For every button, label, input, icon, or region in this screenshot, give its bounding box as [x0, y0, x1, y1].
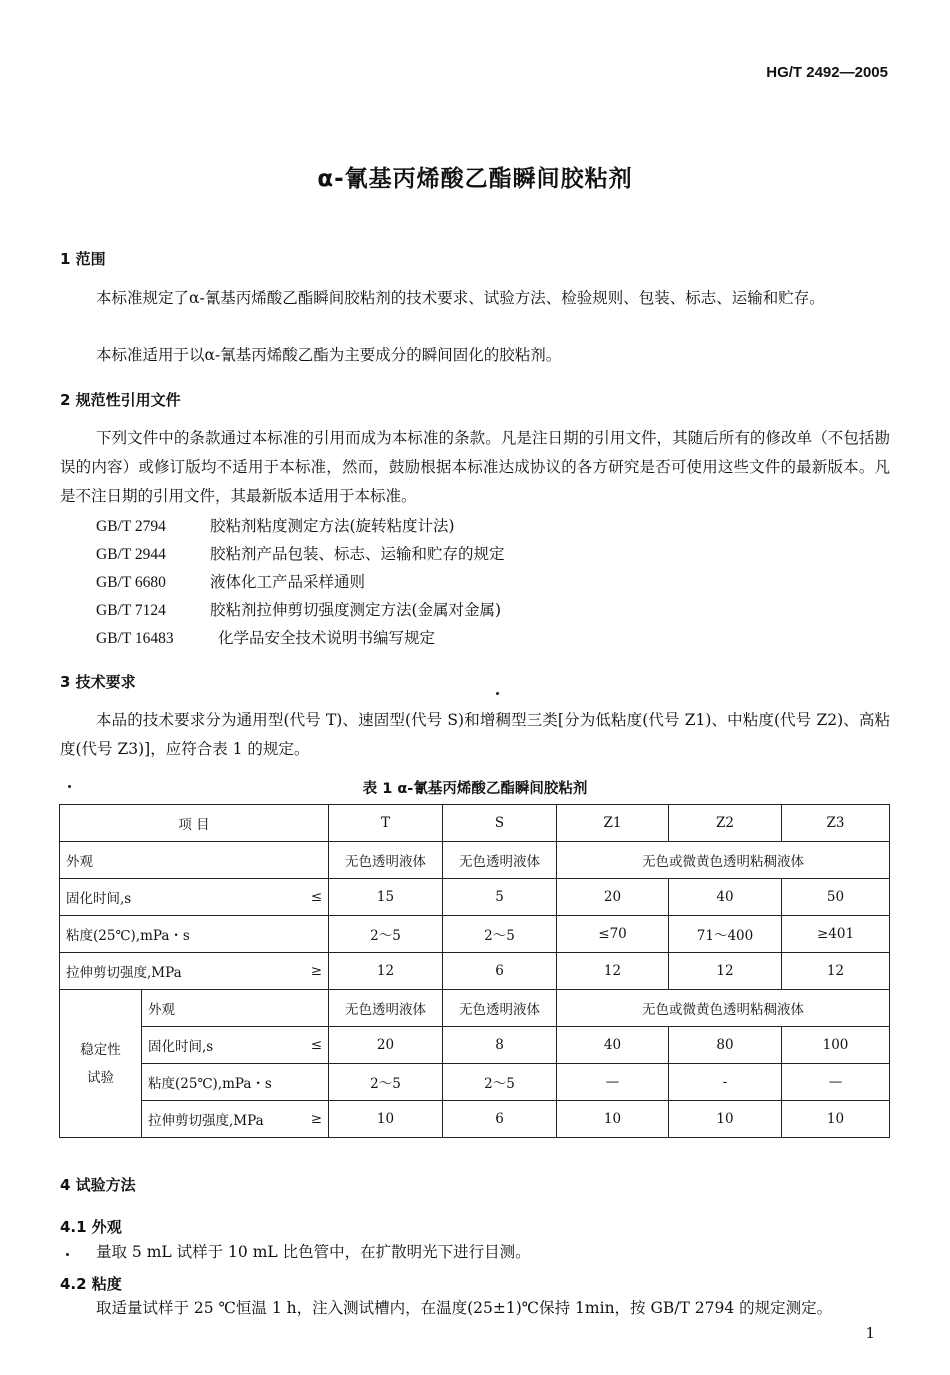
header-col: T [329, 805, 443, 842]
table-cell: 2～5 [329, 1064, 443, 1101]
document-title: α-氰基丙烯酸乙酯瞬间胶粘剂 [317, 166, 633, 192]
reference-code: GB/T 6680 [96, 574, 166, 591]
table-cell: 无色透明液体 [329, 990, 443, 1027]
table-cell: 2～5 [443, 1064, 557, 1101]
table-cell: ≥401 [782, 916, 890, 953]
table-cell: 12 [329, 953, 443, 990]
comparison-symbol: ≥ [310, 1111, 323, 1127]
table-cell: 10 [557, 1101, 669, 1138]
header-col: S [443, 805, 557, 842]
row-label: 拉伸剪切强度,MPa [148, 1113, 264, 1129]
section-1-paragraph-1: 本标准规定了α-氰基丙烯酸乙酯瞬间胶粘剂的技术要求、试验方法、检验规则、包装、标志、运输和贮存。 [96, 289, 825, 307]
table-cell: 无色或微黄色透明粘稠液体 [557, 842, 890, 879]
comparison-symbol: ≥ [310, 963, 323, 979]
spec-table [59, 804, 890, 1138]
header-col: Z2 [669, 805, 782, 842]
table-row [60, 953, 890, 990]
table-cell: 40 [557, 1027, 669, 1064]
table-row [60, 1027, 890, 1064]
row-label-cell [60, 953, 329, 990]
scan-speck [66, 1253, 69, 1256]
section-4-2-heading: 4.2 粘度 [60, 1275, 122, 1293]
table-cell: - [669, 1064, 782, 1101]
table-row [60, 1101, 890, 1138]
reference-code: GB/T 2944 [96, 546, 166, 563]
reference-title: 化学品安全技术说明书编写规定 [218, 629, 436, 647]
section-2-heading: 2 规范性引用文件 [60, 391, 181, 409]
stability-group-cell [60, 990, 142, 1138]
reference-item [96, 626, 435, 648]
table-cell: 10 [669, 1101, 782, 1138]
header-col: Z3 [782, 805, 890, 842]
table-cell: 10 [782, 1101, 890, 1138]
scan-speck [496, 692, 499, 695]
row-label-cell [142, 1101, 329, 1138]
section-3-paragraph: 本品的技术要求分为通用型(代号 T)、速固型(代号 S)和增稠型三类[分为低粘度(代号 Z1)、中粘度(代号 Z2)、高粘度(代号 Z3)]，应符合表 1 的规定。 [60, 711, 890, 758]
table-cell: — [782, 1064, 890, 1101]
header-col: Z1 [557, 805, 669, 842]
row-label: 固化时间,s [148, 1039, 214, 1055]
table-header-row [60, 805, 890, 842]
table-cell: 无色透明液体 [443, 842, 557, 879]
table-cell: 无色透明液体 [443, 990, 557, 1027]
table-row [60, 990, 890, 1027]
reference-title: 胶粘剂拉伸剪切强度测定方法(金属对金属) [210, 601, 502, 619]
table-cell: 8 [443, 1027, 557, 1064]
table-cell: 80 [669, 1027, 782, 1064]
section-1-heading: 1 范围 [60, 250, 106, 268]
header-item: 项 目 [60, 805, 329, 842]
table-cell: 5 [443, 879, 557, 916]
row-label: 外观 [60, 842, 329, 879]
table-cell: 12 [782, 953, 890, 990]
section-2-paragraph: 下列文件中的条款通过本标准的引用而成为本标准的条款。凡是注日期的引用文件，其随后所有的修改单（不包括勘误的内容）或修订版均不适用于本标准，然而，鼓励根据本标准达成协议的各方研究是否可使用这些文件的最新版本。凡是不注日期的引用文件，其最新版本适用于本标准。 [60, 429, 890, 505]
table-cell: 2～5 [443, 916, 557, 953]
stability-group-label: 稳定性 [80, 1041, 121, 1058]
reference-item [96, 570, 365, 592]
stability-group-label: 试验 [87, 1069, 114, 1086]
standard-code: HG/T 2492—2005 [766, 64, 888, 81]
section-4-2-paragraph: 取适量试样于 25 ℃恒温 1 h，注入测试槽内，在温度(25±1)℃保持 1min，按 GB/T 2794 的规定测定。 [96, 1299, 833, 1317]
table-cell: 71～400 [669, 916, 782, 953]
table-row [60, 916, 890, 953]
comparison-symbol: ≤ [310, 889, 323, 905]
section-3-heading: 3 技术要求 [60, 673, 136, 691]
table-cell: 无色透明液体 [329, 842, 443, 879]
table-cell: 50 [782, 879, 890, 916]
table-row [60, 842, 890, 879]
table-cell: 12 [557, 953, 669, 990]
reference-code: GB/T 16483 [96, 630, 174, 647]
table-cell: 100 [782, 1027, 890, 1064]
row-label: 拉伸剪切强度,MPa [66, 965, 182, 981]
table-cell: ≤70 [557, 916, 669, 953]
table-cell: 15 [329, 879, 443, 916]
table-cell: — [557, 1064, 669, 1101]
reference-item [96, 542, 505, 564]
reference-item [96, 598, 501, 620]
section-4-heading: 4 试验方法 [60, 1176, 136, 1194]
row-label: 外观 [142, 990, 329, 1027]
row-label-cell [60, 879, 329, 916]
reference-code: GB/T 2794 [96, 518, 166, 535]
reference-item [96, 514, 455, 536]
table-cell: 无色或微黄色透明粘稠液体 [557, 990, 890, 1027]
reference-title: 胶粘剂粘度测定方法(旋转粘度计法) [210, 517, 455, 535]
row-label: 固化时间,s [66, 891, 132, 907]
table-cell: 20 [329, 1027, 443, 1064]
table-row [60, 879, 890, 916]
row-label: 粘度(25℃),mPa・s [142, 1064, 329, 1101]
comparison-symbol: ≤ [310, 1037, 323, 1053]
section-4-1-paragraph: 量取 5 mL 试样于 10 mL 比色管中，在扩散明光下进行目测。 [96, 1243, 531, 1261]
table-cell: 6 [443, 953, 557, 990]
table-cell: 40 [669, 879, 782, 916]
table-caption: 表 1 α-氰基丙烯酸乙酯瞬间胶粘剂 [362, 781, 588, 797]
table-cell: 2～5 [329, 916, 443, 953]
table-cell: 6 [443, 1101, 557, 1138]
table-cell: 20 [557, 879, 669, 916]
page-number: 1 [865, 1324, 875, 1342]
row-label-cell [142, 1027, 329, 1064]
section-1-paragraph-2: 本标准适用于以α-氰基丙烯酸乙酯为主要成分的瞬间固化的胶粘剂。 [96, 346, 562, 364]
reference-title: 胶粘剂产品包装、标志、运输和贮存的规定 [210, 545, 505, 563]
reference-title: 液体化工产品采样通则 [210, 573, 366, 591]
reference-code: GB/T 7124 [96, 602, 166, 619]
section-4-1-heading: 4.1 外观 [60, 1218, 122, 1236]
table-cell: 10 [329, 1101, 443, 1138]
row-label: 粘度(25℃),mPa・s [60, 916, 329, 953]
table-row [60, 1064, 890, 1101]
table-cell: 12 [669, 953, 782, 990]
